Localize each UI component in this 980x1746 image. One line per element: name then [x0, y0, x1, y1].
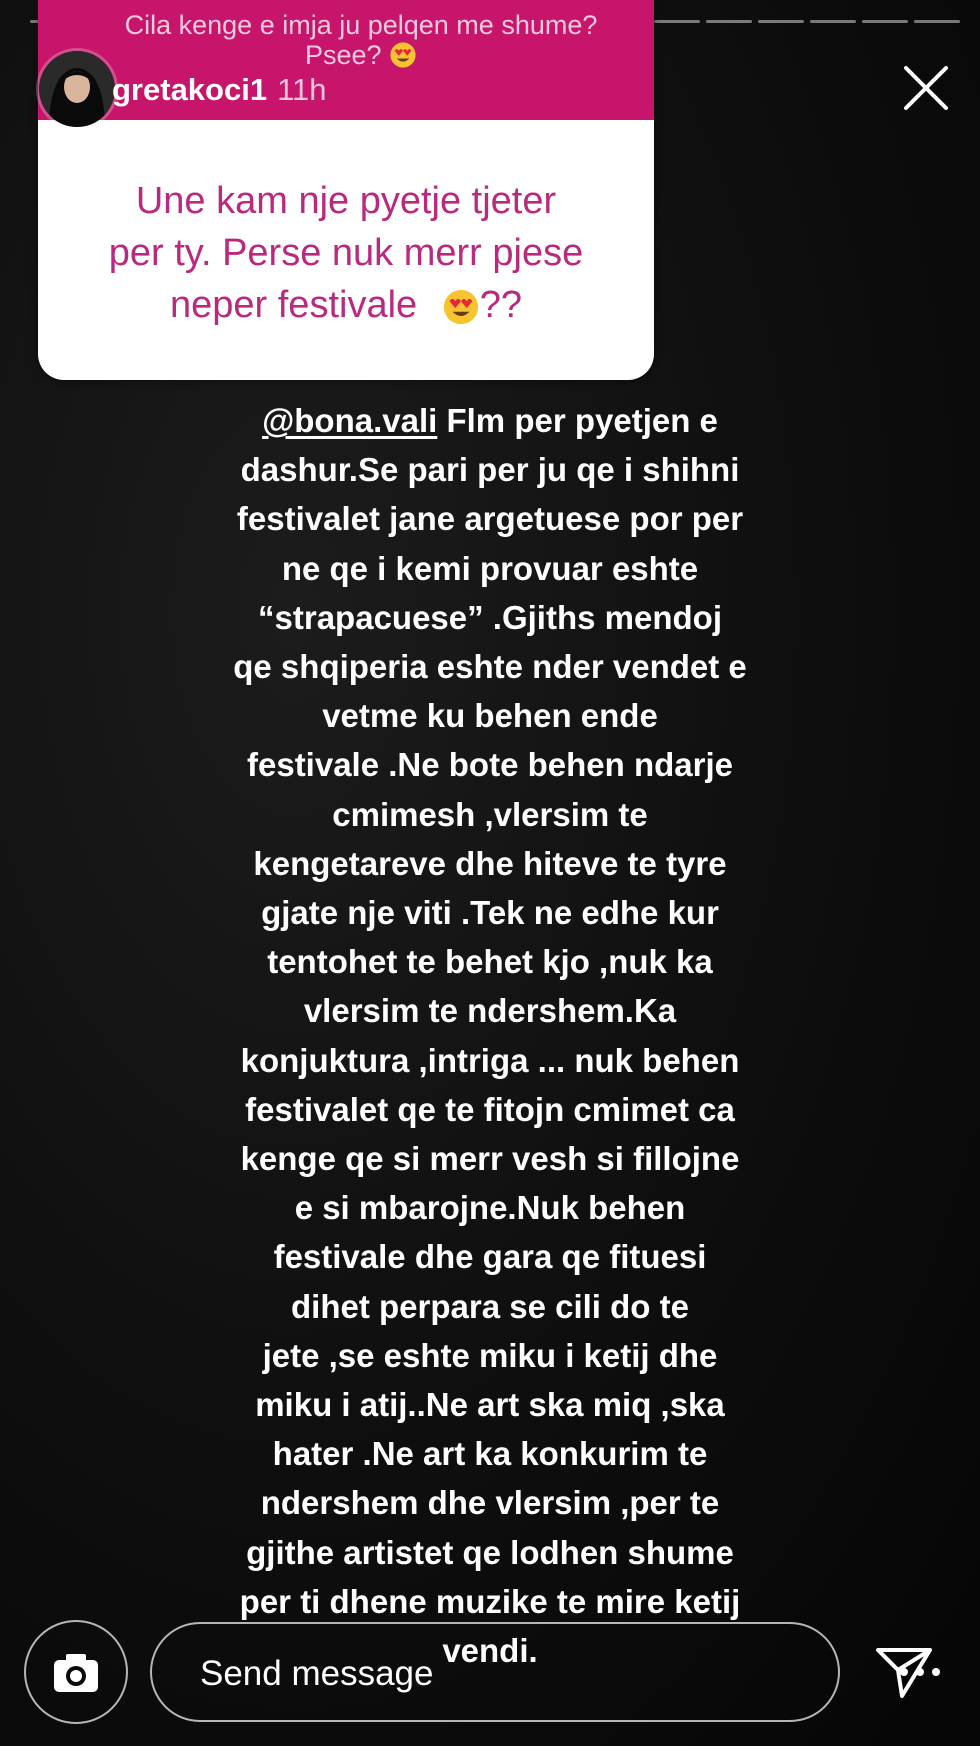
story-user-row[interactable] [112, 72, 327, 108]
story-text-line: gjate nje viti .Tek ne edhe kur [261, 894, 719, 932]
story-text-line: kengetareve dhe hiteve te tyre [253, 844, 727, 882]
question-sticker[interactable] [38, 0, 654, 380]
camera-button[interactable] [24, 1620, 128, 1724]
story-text-line: festivalet qe te fitojn cmimet ca [245, 1090, 735, 1128]
mention-link[interactable]: @bona.vali [262, 402, 438, 439]
story-text-line: hater .Ne art ka konkurim te [272, 1435, 708, 1473]
story-text-line: festivalet jane argetuese por per [236, 500, 744, 538]
progress-segment [654, 20, 700, 23]
reply-line: per ty. Perse nuk merr pjese [108, 232, 584, 274]
story-text-line: ne qe i kemi provuar eshte [281, 549, 699, 587]
reply-line: neper festivale [170, 284, 418, 326]
story-text-line: gjithe artistet qe lodhen shume [246, 1533, 734, 1571]
progress-segment [862, 20, 908, 23]
story-text-line: “strapacuese” .Gjiths mendoj [258, 598, 722, 636]
progress-segment [758, 20, 804, 23]
send-message-input[interactable] [150, 1622, 840, 1722]
send-message-placeholder: Send message [200, 1654, 434, 1693]
story-text-line: kenge qe si merr vesh si fillojne [240, 1140, 740, 1178]
story-text-line: cmimesh ,vlersim te [332, 795, 648, 833]
avatar[interactable] [36, 48, 118, 130]
story-text-line: e si mbarojne.Nuk behen [294, 1189, 686, 1227]
story-text-line: qe shqiperia eshte nder vendet e [233, 648, 747, 686]
reply-line: Une kam nje pyetje tjeter [135, 180, 557, 222]
progress-segment [914, 20, 960, 23]
story-text-line: ndershem dhe vlersim ,per te [260, 1484, 720, 1522]
close-icon [898, 60, 954, 116]
story-text-line: vetme ku behen ende [322, 697, 658, 735]
story-text-line: vlersim te ndershem.Ka [303, 992, 677, 1030]
story-text-line: vendi. [442, 1632, 538, 1670]
heart-eyes-emoji-icon [389, 41, 417, 69]
story-text [180, 396, 800, 1675]
send-icon [872, 1638, 936, 1702]
story-text-fragment: Flm per pyetjen e [437, 402, 718, 439]
reply-suffix: ?? [479, 284, 522, 326]
question-text: Cila kenge e imja ju pelqen me shume?Psee? [124, 10, 598, 70]
camera-icon [26, 1622, 126, 1722]
send-button[interactable] [872, 1638, 936, 1702]
close-button[interactable] [898, 60, 954, 116]
story-text-line: dihet perpara se cili do te [291, 1287, 689, 1325]
username[interactable]: gretakoci1 [112, 72, 268, 107]
avatar-image [39, 51, 115, 127]
story-text-line: festivale .Ne bote behen ndarje [247, 746, 733, 784]
story-text-line: tentohet te behet kjo ,nuk ka [267, 943, 713, 981]
time-ago: 11h [277, 72, 327, 107]
story-text-line: dashur.Se pari per ju qe i shihni [240, 451, 740, 489]
heart-eyes-emoji-icon [442, 288, 480, 326]
progress-segment [810, 20, 856, 23]
story-text-line [180, 396, 800, 445]
story-text-line: miku i atij..Ne art ska miq ,ska [255, 1386, 725, 1424]
story-text-line: konjuktura ,intriga ... nuk behen [240, 1041, 740, 1079]
progress-segment [706, 20, 752, 23]
story-text-line: festivale dhe gara qe fituesi [273, 1238, 707, 1276]
question-reply-text [68, 175, 624, 331]
story-text-line: per ti dhene muzike te mire ketij [239, 1582, 741, 1620]
story-text-line: jete ,se eshte miku i ketij dhe [262, 1336, 718, 1374]
